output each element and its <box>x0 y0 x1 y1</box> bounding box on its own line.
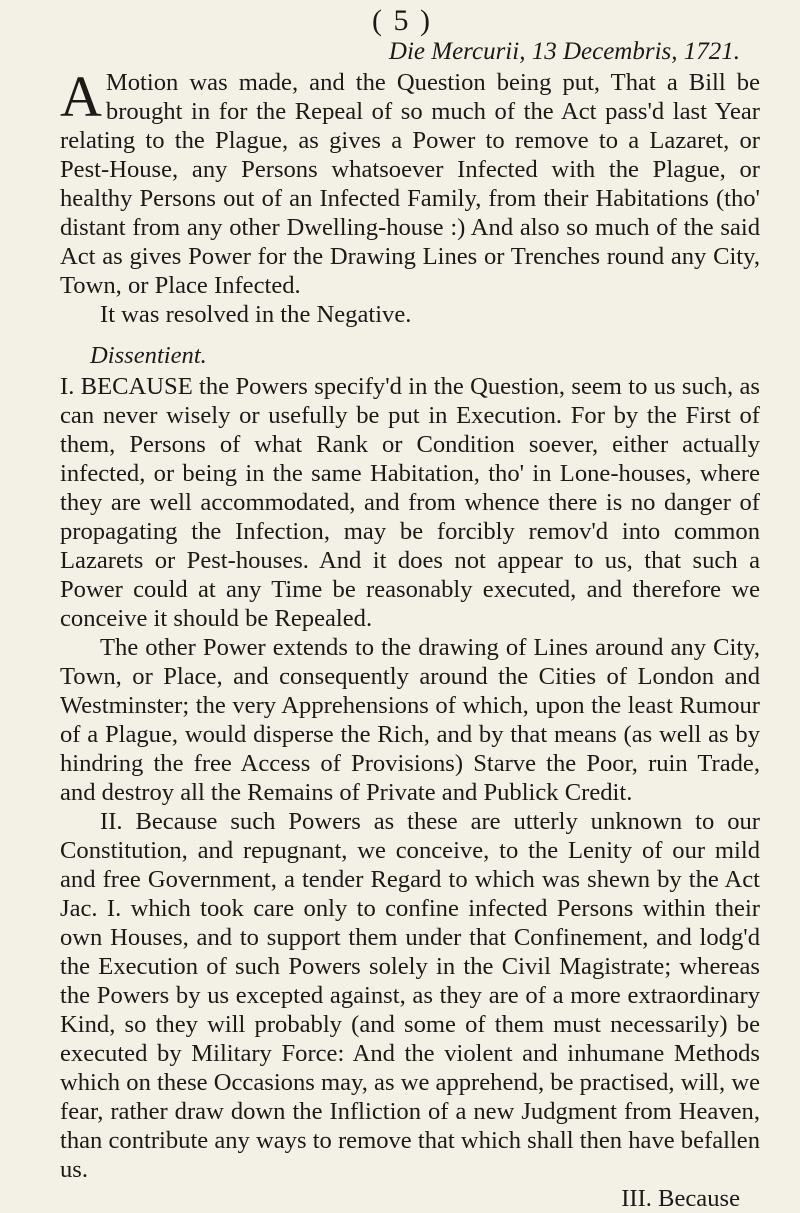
dissent-paragraph-1 <box>60 372 760 633</box>
catchword: III. Because <box>621 1185 740 1212</box>
motion-paragraph <box>60 64 760 300</box>
dissent-heading: Dissentient. <box>90 342 207 369</box>
dissent-paragraph-3: II. Because such Powers as these are utterly unknown to our Constitution, and repugnant, we conceive, to the Lenity of our mild and free Government, a tender Regard to which was shewn by the Act Jac. I. which took care only to confine infected Persons within their own Houses, and to support them under that Confinement, and lodg'd the Execution of such Powers solely in the Civil Magistrate; whereas the Powers by us excepted against, as they are of a more extraordinary Kind, so they will probably (and some of them must necessarily) be executed by Military Force: And the violent and inhumane Methods which on these Occasions may, as we apprehend, be practised, will, we fear, rather draw down the Infliction of a new Judgment from Heaven, than contribute any ways to remove that which shall then have befallen us. <box>60 808 761 1183</box>
motion-text: Motion was made, and the Question being put, That a Bill be brought in for the Repeal of so much of the Act pass'd last Year relating to the Plague, as gives a Power to remove to a Lazaret, or Pest-House, any Persons whatsoever Infected with the Plague, or healthy Persons out of an Infected Family, from their Habitations (tho' distant from any other Dwelling-house :) And also so much of the said Act as gives Power for the Drawing Lines or Trenches round any City, Town, or Place Infected. <box>60 69 760 299</box>
page-date: Die Mercurii, 13 Decembris, 1721. <box>388 38 740 65</box>
page-number: ( 5 ) <box>372 4 432 37</box>
document-body <box>60 64 761 1213</box>
dropcap: A <box>60 64 102 129</box>
para1-lead: I. B <box>60 373 98 400</box>
para1-text: ECAUSE the Powers specify'd in the Question, seem to us such, as can never wisely or usefully be put in Execution. For by the First of them, Persons of what Rank or Condition soever, either actually infected, or being in the same Habitation, tho' in Lone-houses, where they are well accommodated, and from whence there is no danger of propagating the Infection, may be forcibly remov'd into common Lazarets or Pest-houses. And it does not appear to us, that such a Power could at any Time be reasonably executed, and therefore we conceive it should be Repealed. <box>60 373 760 632</box>
dissent-paragraph-2: The other Power extends to the drawing of Lines around any City, Town, or Place, and consequently around the Cities of London and Westminster; the very Apprehensions of which, upon the least Rumour of a Plague, would disperse the Rich, and by that means (as well as by hindring the free Access of Provisions) Starve the Poor, ruin Trade, and destroy all the Remains of Private and Publick Credit. <box>60 634 760 806</box>
resolution: It was resolved in the Negative. <box>100 301 412 328</box>
